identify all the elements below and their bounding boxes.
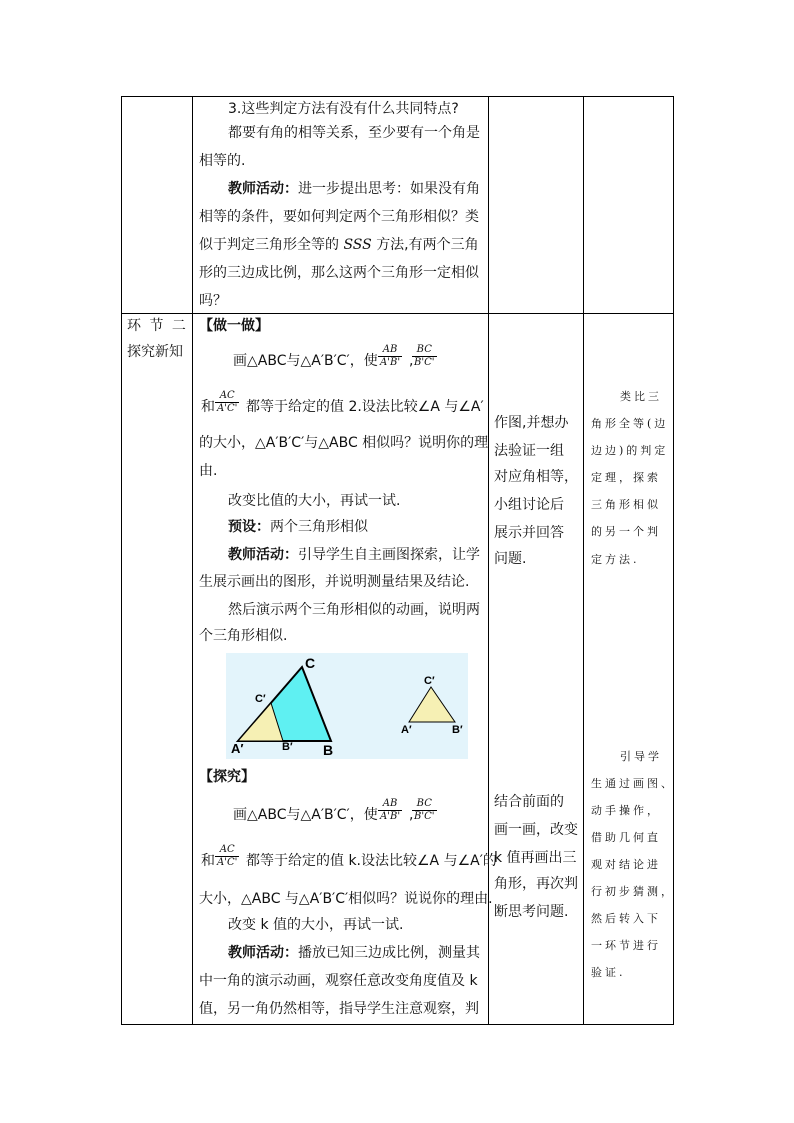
doit-line3: 的大小，△A′B′C′与△ABC 相似吗？说明你的理 — [199, 435, 489, 451]
student-block1-line5: 展示并回答 — [494, 525, 564, 541]
student-block2-line1: 结合前面的 — [494, 794, 564, 810]
preset-text: 两个三角形相似 — [270, 519, 368, 535]
explore-teacher-3: 值，另一角仍然相等，指导学生注意观察，判 — [199, 1001, 479, 1017]
explore-line4: 改变 k 值的大小，再试一试. — [228, 917, 404, 933]
row1-line-6-b: 方法,有两个三角 — [376, 237, 479, 253]
doit-frac-ac-num: AC — [215, 390, 239, 403]
explore-teacher-label: 教师活动： — [228, 945, 298, 961]
explore-teacher-2: 中一角的演示动画，观察任意改变角度值及 k — [199, 973, 478, 989]
design-block2-line2: 生通过画图、 — [591, 777, 675, 790]
row1-line-3: 相等的. — [199, 153, 246, 169]
table-divider-col3 — [583, 96, 584, 1025]
design-block1-line1: 类比三 — [620, 390, 662, 403]
doit-line2: 都等于给定的值 2.设法比较∠A 与∠A′ — [246, 399, 484, 415]
table-divider-col1 — [192, 96, 193, 1025]
row1-line-1: 3.这些判定方法有没有什么共同特点? — [228, 101, 459, 117]
label-a-prime: A′ — [231, 741, 244, 756]
design-block2-line6: 行初步猜测， — [591, 885, 675, 898]
student-block1-line1: 作图,并想办 — [494, 415, 569, 431]
design-block1-line2: 角形全等(边 — [591, 417, 669, 430]
explore-frac-ab-num: AB — [378, 798, 402, 811]
doit-frac-ac — [215, 390, 239, 415]
doit-draw-line: 画△ABC与△A′B′C′，使 — [233, 353, 378, 369]
doit-preset — [228, 515, 368, 539]
doit-and: 和 — [201, 399, 215, 415]
small-label-b: B′ — [452, 724, 463, 736]
doit-teacher-1 — [228, 543, 480, 567]
explore-frac-ac-den: A'C' — [217, 857, 238, 868]
sss-term: SSS — [343, 237, 372, 253]
row1-line-7: 形的三边成比例，那么这两个三角形一定相似 — [199, 265, 479, 281]
design-block2-line7: 然后转入下 — [591, 912, 661, 925]
design-block2-line3: 动手操作， — [591, 804, 661, 817]
doit-comma: , — [409, 353, 414, 369]
table-divider-col2 — [488, 96, 489, 1025]
explore-teacher-text1: 播放已知三边成比例，测量其 — [298, 945, 480, 961]
label-b-prime: B′ — [282, 741, 293, 753]
doit-frac-bc — [412, 344, 437, 369]
explore-frac-ab — [378, 798, 402, 823]
student-block2-line4: 角形，再次判 — [494, 876, 578, 892]
explore-line2: 都等于给定的值 k.设法比较∠A 与∠A′的 — [246, 853, 497, 869]
row1-line-8: 吗？ — [199, 293, 227, 309]
explore-line3: 大小，△ABC 与△A′B′C′相似吗？说说你的理由. — [199, 891, 493, 907]
row1-line-6-a: 似于判定三角形全等的 — [199, 237, 339, 253]
explore-frac-bc-num: BC — [412, 798, 437, 811]
explore-comma: , — [409, 807, 414, 823]
label-c-prime: C′ — [255, 693, 266, 705]
student-block1-line6: 问题. — [494, 551, 527, 567]
row1-line-5: 相等的条件，要如何判定两个三角形相似？类 — [199, 209, 479, 225]
design-block1-line5: 三角形相似 — [591, 498, 661, 511]
explore-heading: 【探究】 — [199, 769, 255, 785]
explore-frac-bc — [412, 798, 437, 823]
design-block2-line9: 验证. — [591, 966, 626, 979]
row1-line-2: 都要有角的相等关系，至少要有一个角是 — [228, 125, 480, 141]
doit-line4: 由. — [199, 463, 218, 479]
doit-anim-1: 然后演示两个三角形相似的动画，说明两 — [228, 602, 480, 618]
design-block1-line3: 边边)的判定 — [591, 444, 669, 457]
student-block1-line2: 法验证一组 — [494, 443, 564, 459]
doit-teacher-label: 教师活动： — [228, 547, 298, 563]
design-block2-line4: 借助几何直 — [591, 831, 661, 844]
explore-frac-ac — [215, 844, 239, 869]
doit-frac-ab-den: A'B' — [380, 357, 401, 368]
doit-frac-bc-num: BC — [412, 344, 437, 357]
small-label-a: A′ — [401, 724, 412, 736]
design-block2-line1: 引导学 — [620, 750, 662, 763]
table-border-bottom — [121, 1024, 674, 1025]
student-block2-line2: 画一画，改变 — [494, 822, 578, 838]
doit-line5: 改变比值的大小，再试一试. — [228, 493, 401, 509]
doit-heading: 【做一做】 — [199, 318, 269, 334]
design-block1-line6: 的另一个判 — [591, 525, 661, 538]
doit-anim-2: 个三角形相似. — [199, 628, 288, 644]
explore-teacher-1 — [228, 941, 480, 965]
explore-and: 和 — [201, 853, 215, 869]
student-block2-line3: k 值再画出三 — [494, 850, 577, 866]
student-block1-line4: 小组讨论后 — [494, 497, 564, 513]
doit-teacher-text1: 引导学生自主画图探索，让学 — [298, 547, 480, 563]
explore-frac-bc-den: B'C' — [414, 811, 435, 822]
doit-frac-ac-den: A'C' — [217, 403, 238, 414]
label-b: B — [323, 742, 334, 758]
student-block2-line5: 断思考问题. — [494, 904, 569, 920]
section-label-line1: 环 节 二 — [127, 318, 188, 334]
row1-line-6 — [199, 233, 479, 257]
explore-draw-line: 画△ABC与△A′B′C′，使 — [233, 807, 378, 823]
explore-frac-ac-num: AC — [215, 844, 239, 857]
label-c: C — [305, 655, 316, 671]
explore-frac-ab-den: A'B' — [380, 811, 401, 822]
doit-frac-ab — [378, 344, 402, 369]
design-block1-line7: 定方法. — [591, 553, 640, 566]
similar-triangles-figure — [226, 653, 468, 759]
student-block1-line3: 对应角相等， — [494, 469, 578, 485]
row1-line-4 — [228, 177, 480, 201]
doit-frac-bc-den: B'C' — [414, 357, 435, 368]
small-label-c: C′ — [424, 675, 435, 687]
doit-teacher-2: 生展示画出的图形，并说明测量结果及结论. — [199, 574, 470, 590]
section-label-line2: 探究新知 — [127, 344, 183, 360]
table-border-left — [121, 96, 122, 1025]
design-block2-line5: 观对结论进 — [591, 858, 661, 871]
row1-line-4-text: 进一步提出思考：如果没有角 — [298, 181, 480, 197]
preset-label: 预设： — [228, 519, 270, 535]
doit-frac-ab-num: AB — [378, 344, 402, 357]
design-block1-line4: 定理，探索 — [591, 471, 661, 484]
teacher-activity-label: 教师活动： — [228, 181, 298, 197]
design-block2-line8: 一环节进行 — [591, 939, 661, 952]
